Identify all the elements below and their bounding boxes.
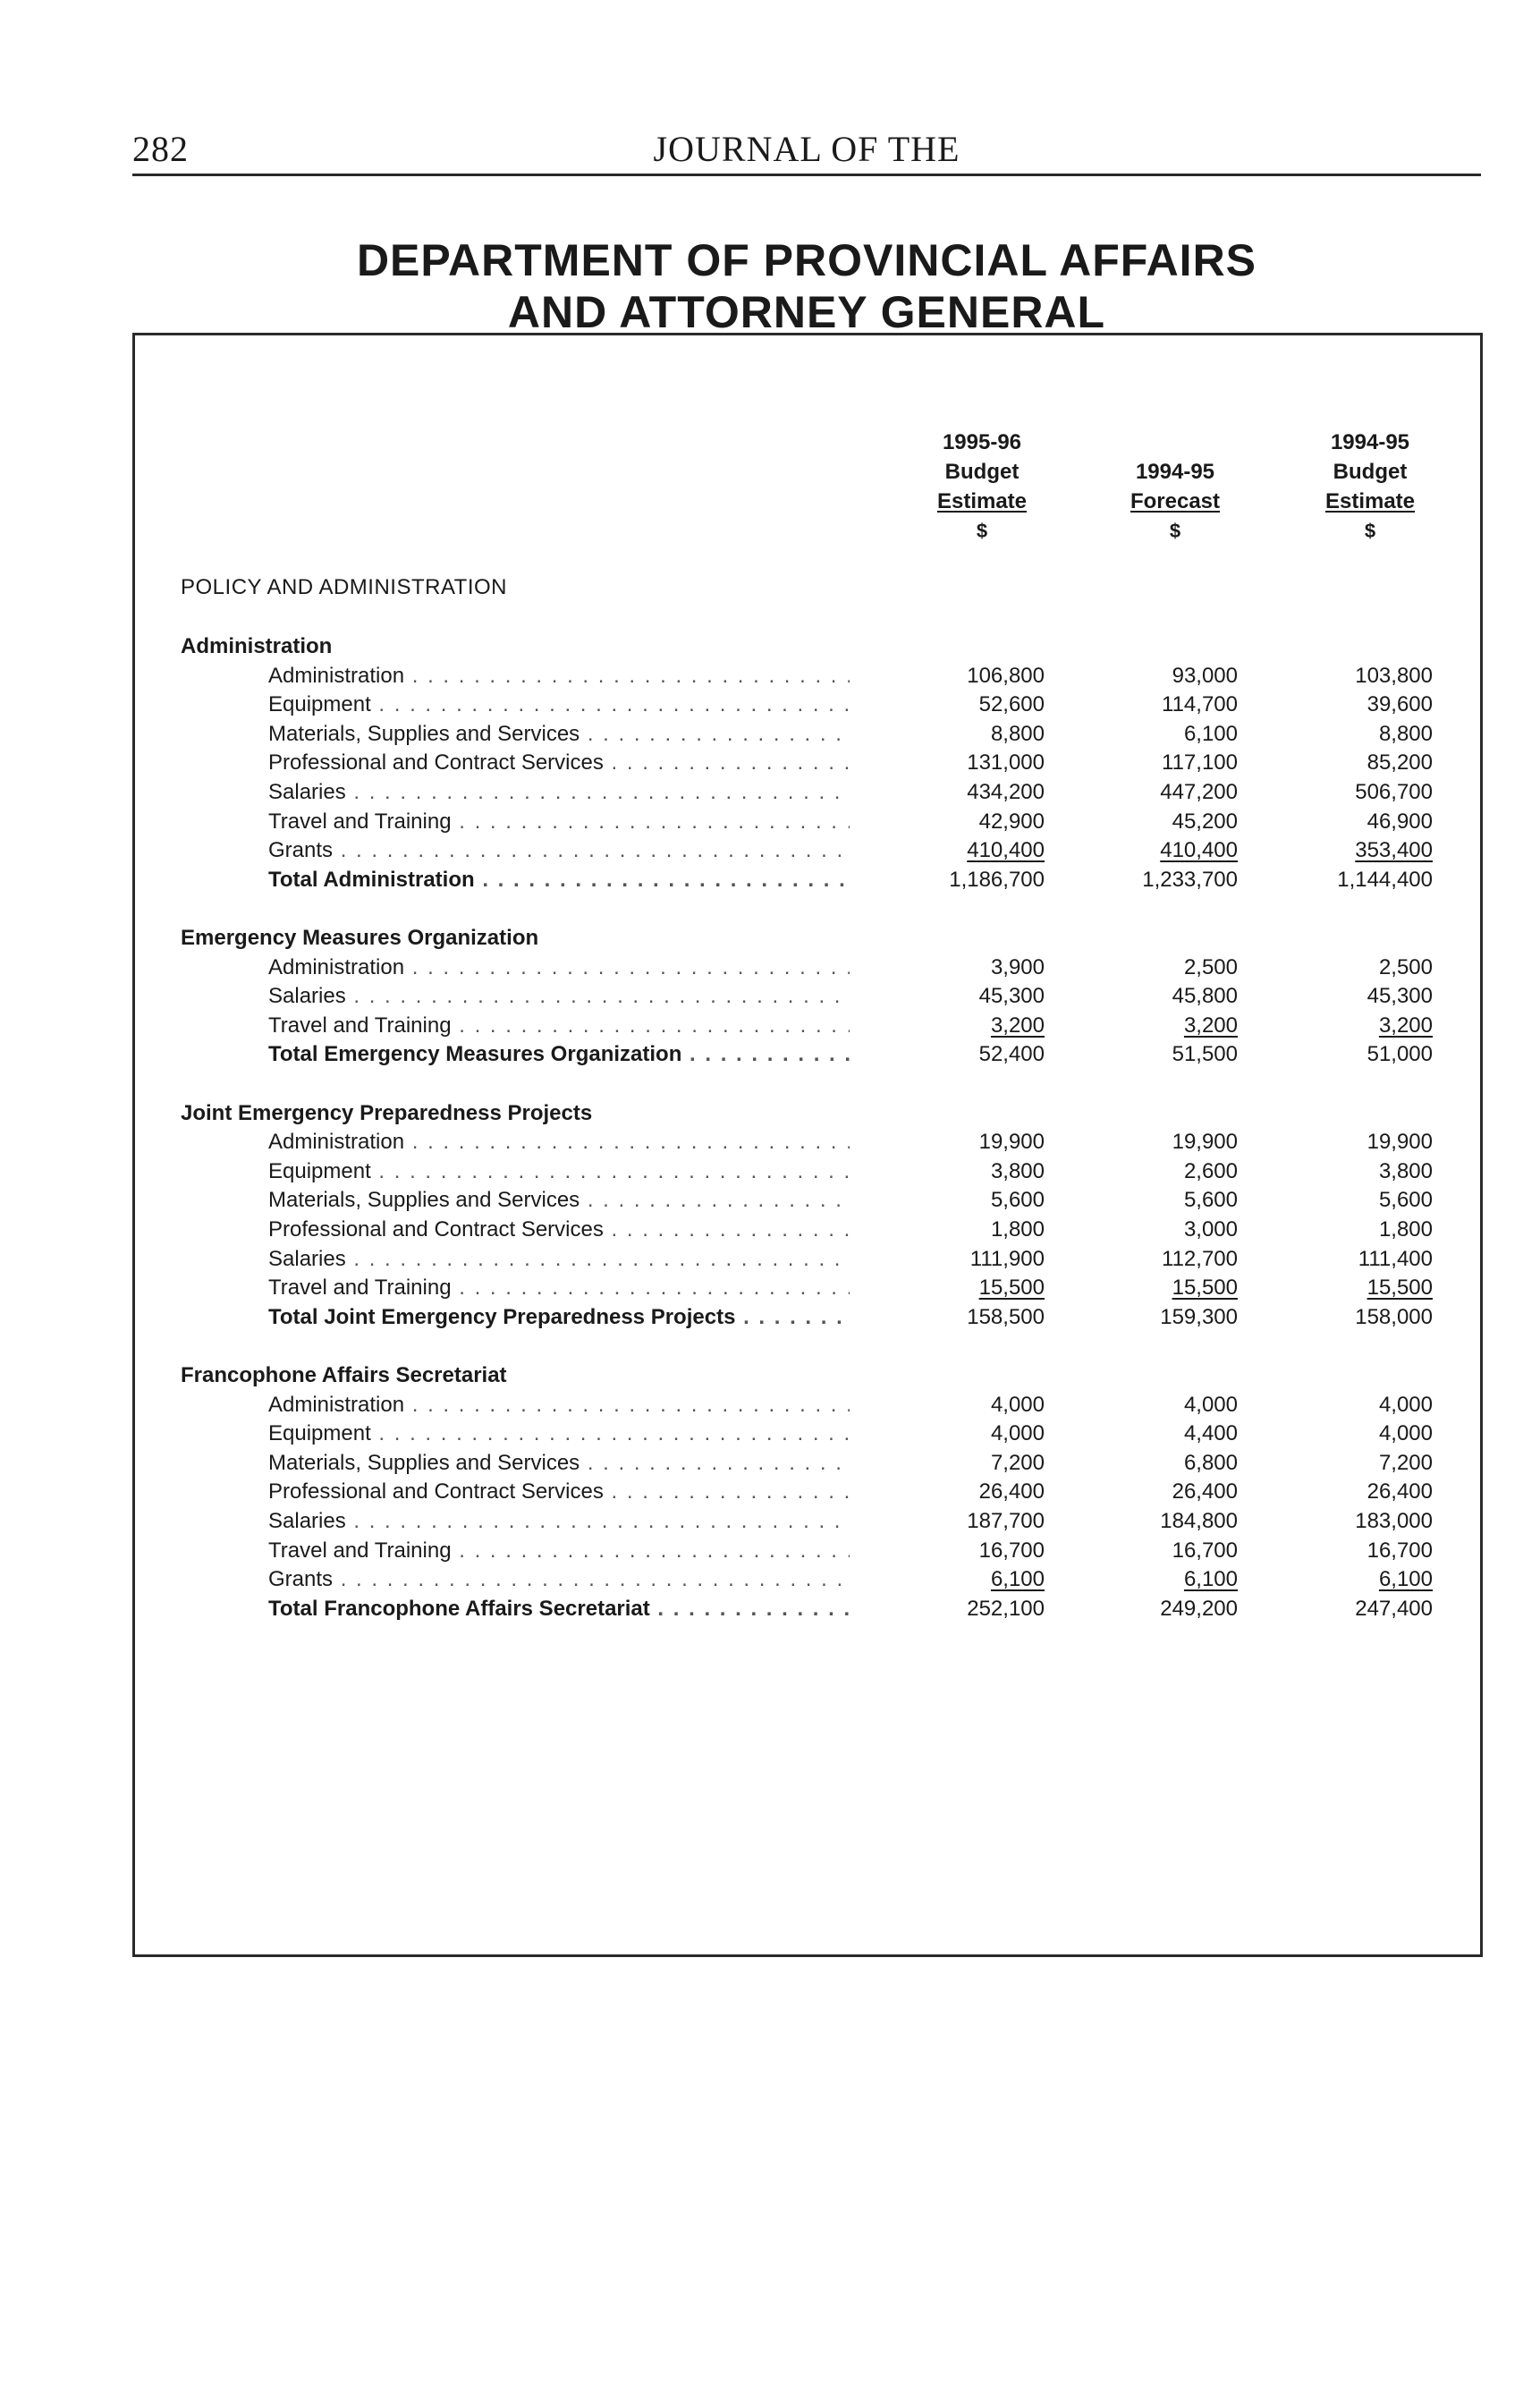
amount-cell: [1281, 1244, 1433, 1274]
amount-value: 410,400: [1160, 838, 1238, 863]
amount-cell: [893, 1564, 1045, 1594]
amount-value: 111,400: [1358, 1246, 1433, 1271]
table-row: [0, 1185, 1540, 1215]
total-amount-cell: [893, 1039, 1045, 1069]
amount-value: 7,200: [1378, 1450, 1433, 1475]
amount-value: 5,600: [1183, 1188, 1238, 1213]
column-header-year: 1994-95: [1330, 430, 1410, 454]
amount-value: 3,200: [1183, 1013, 1238, 1038]
amount-value: 1,800: [990, 1217, 1045, 1242]
amount-value: 6,100: [1183, 721, 1238, 746]
amount-value: 16,700: [1172, 1538, 1238, 1563]
amount-cell: [1086, 1390, 1238, 1420]
amount-value: 42,900: [978, 809, 1045, 834]
amount-cell: [1086, 1011, 1238, 1040]
amount-cell: [1086, 1477, 1238, 1506]
amount-cell: [893, 953, 1045, 982]
table-row: [0, 748, 1540, 777]
section-title: POLICY AND ADMINISTRATION: [181, 575, 508, 599]
amount-cell: [893, 1448, 1045, 1478]
amount-cell: [893, 1536, 1045, 1565]
table-row: [0, 1011, 1540, 1040]
column-header-line2: Budget: [1333, 460, 1408, 484]
amount-value: 410,400: [967, 838, 1045, 863]
table-row: [0, 1448, 1540, 1478]
amount-value: 131,000: [967, 750, 1045, 775]
amount-cell: [1281, 835, 1433, 865]
amount-cell: [893, 748, 1045, 777]
total-amount-value: 159,300: [1160, 1304, 1238, 1329]
amount-cell: [1281, 690, 1433, 719]
line-item-label: Salaries . . .: [268, 1244, 850, 1274]
line-item-label: Grants . . .: [268, 1564, 850, 1594]
amount-value: 45,300: [978, 984, 1045, 1009]
total-amount-cell: [893, 1594, 1045, 1623]
amount-value: 16,700: [1367, 1538, 1433, 1563]
amount-cell: [1086, 1185, 1238, 1215]
amount-value: 5,600: [1378, 1188, 1433, 1213]
table-row: [0, 1244, 1540, 1274]
column-header-line3: Estimate: [1324, 489, 1416, 513]
total-amount-value: 1,233,700: [1142, 867, 1238, 892]
amount-value: 8,800: [990, 721, 1045, 746]
total-amount-cell: [1281, 1302, 1433, 1332]
table-row: [0, 1564, 1540, 1594]
total-amount-value: 51,500: [1172, 1042, 1238, 1067]
total-amount-value: 1,144,400: [1337, 867, 1433, 892]
department-title-line-1: DEPARTMENT OF PROVINCIAL AFFAIRS: [356, 235, 1257, 285]
amount-value: 106,800: [967, 663, 1045, 688]
line-item-label: Materials, Supplies and Services . . .: [268, 1185, 850, 1215]
group-title: Joint Emergency Preparedness Projects: [181, 1100, 593, 1125]
amount-cell: [1086, 690, 1238, 719]
total-amount-value: 158,500: [967, 1304, 1045, 1329]
amount-cell: [1086, 1157, 1238, 1186]
amount-cell: [893, 1419, 1045, 1448]
amount-cell: [1086, 719, 1238, 749]
amount-cell: [893, 1506, 1045, 1536]
amount-cell: [1086, 1419, 1238, 1448]
amount-value: 3,200: [1378, 1013, 1433, 1038]
total-amount-cell: [1086, 1302, 1238, 1332]
amount-cell: [893, 807, 1045, 836]
amount-value: 52,600: [978, 692, 1045, 717]
amount-cell: [1086, 1215, 1238, 1244]
amount-value: 45,200: [1172, 809, 1238, 834]
amount-cell: [1086, 1448, 1238, 1478]
amount-value: 4,000: [1183, 1392, 1238, 1417]
table-row: [0, 1390, 1540, 1420]
amount-cell: [1086, 807, 1238, 836]
amount-cell: [1281, 1506, 1433, 1536]
amount-cell: [893, 1244, 1045, 1274]
amount-cell: [1281, 1127, 1433, 1157]
amount-value: 45,800: [1172, 984, 1238, 1009]
line-item-label: Salaries . . .: [268, 777, 850, 807]
amount-cell: [893, 1273, 1045, 1302]
column-header-line2: Budget: [944, 460, 1020, 484]
amount-value: 7,200: [990, 1450, 1045, 1475]
column-header-line2: 1994-95: [1135, 460, 1215, 484]
line-item-label: Salaries . . .: [268, 1506, 850, 1536]
total-amount-cell: [1281, 1594, 1433, 1623]
amount-cell: [1281, 719, 1433, 749]
amount-cell: [893, 1011, 1045, 1040]
total-amount-value: 247,400: [1355, 1596, 1433, 1621]
table-row: [0, 1273, 1540, 1302]
table-row: [0, 835, 1540, 865]
table-row: [0, 1506, 1540, 1536]
amount-cell: [1086, 953, 1238, 982]
amount-cell: [1086, 748, 1238, 777]
amount-cell: [1281, 1564, 1433, 1594]
amount-value: 184,800: [1160, 1509, 1238, 1533]
line-item-label: Travel and Training . . .: [268, 1011, 850, 1040]
amount-cell: [1281, 748, 1433, 777]
amount-cell: [1086, 1564, 1238, 1594]
amount-cell: [893, 661, 1045, 691]
amount-cell: [893, 835, 1045, 865]
group-title: Francophone Affairs Secretariat: [181, 1363, 507, 1387]
amount-cell: [893, 1157, 1045, 1186]
line-item-label: Administration . . .: [268, 1127, 850, 1157]
total-amount-value: 249,200: [1160, 1596, 1238, 1621]
amount-value: 85,200: [1367, 750, 1433, 775]
table-row: [0, 661, 1540, 691]
amount-cell: [1086, 777, 1238, 807]
total-label: Total Emergency Measures Organization . . .: [268, 1039, 850, 1069]
amount-value: 506,700: [1355, 780, 1433, 804]
amount-value: 6,100: [1378, 1567, 1433, 1592]
table-row: [0, 1215, 1540, 1244]
amount-cell: [1281, 1419, 1433, 1448]
amount-cell: [1086, 1536, 1238, 1565]
department-title-line-2: AND ATTORNEY GENERAL: [507, 287, 1106, 337]
column-header-line3: Estimate: [936, 489, 1028, 513]
amount-cell: [893, 1185, 1045, 1215]
total-row: [0, 1039, 1540, 1069]
table-row: [0, 807, 1540, 836]
line-item-label: Grants . . .: [268, 835, 850, 865]
amount-value: 2,600: [1183, 1158, 1238, 1183]
amount-cell: [1281, 953, 1433, 982]
table-row: [0, 1127, 1540, 1157]
amount-value: 111,900: [969, 1246, 1045, 1271]
amount-value: 4,000: [1378, 1392, 1433, 1417]
total-amount-value: 51,000: [1367, 1042, 1433, 1067]
table-row: [0, 690, 1540, 719]
column-header-1995-96-budget-estimate: [893, 428, 1071, 546]
amount-cell: [1281, 981, 1433, 1011]
line-item-label: Professional and Contract Services . . .: [268, 1215, 850, 1244]
amount-value: 8,800: [1378, 721, 1433, 746]
amount-value: 187,700: [967, 1509, 1045, 1533]
line-item-label: Administration . . .: [268, 953, 850, 982]
currency-symbol: $: [976, 520, 988, 542]
table-row: [0, 981, 1540, 1011]
line-item-label: Salaries . . .: [268, 981, 850, 1011]
currency-symbol: $: [1364, 520, 1376, 542]
column-header-line3: Forecast: [1130, 489, 1221, 513]
amount-value: 26,400: [1367, 1479, 1433, 1504]
amount-cell: [1281, 1185, 1433, 1215]
group-title: Emergency Measures Organization: [181, 926, 539, 950]
total-label: Total Joint Emergency Preparedness Projects . . .: [268, 1302, 850, 1332]
amount-value: 3,200: [990, 1013, 1045, 1038]
amount-value: 93,000: [1172, 663, 1238, 688]
line-item-label: Professional and Contract Services . . .: [268, 748, 850, 777]
table-row: [0, 1157, 1540, 1186]
total-label: Total Administration . . .: [268, 865, 850, 894]
line-item-label: Equipment . . .: [268, 1157, 850, 1186]
amount-value: 39,600: [1367, 692, 1433, 717]
group-header-row: [0, 631, 1540, 661]
line-item-label: Equipment . . .: [268, 1419, 850, 1448]
amount-cell: [1086, 981, 1238, 1011]
amount-cell: [893, 1477, 1045, 1506]
amount-value: 4,000: [990, 1392, 1045, 1417]
line-item-label: Travel and Training . . .: [268, 1273, 850, 1302]
amount-cell: [893, 981, 1045, 1011]
amount-cell: [1086, 1244, 1238, 1274]
total-amount-cell: [893, 1302, 1045, 1332]
amount-value: 4,000: [990, 1421, 1045, 1446]
table-row: [0, 953, 1540, 982]
column-header-year: [1086, 428, 1265, 457]
amount-value: 3,800: [1378, 1158, 1433, 1183]
amount-value: 26,400: [1172, 1479, 1238, 1504]
amount-value: 353,400: [1355, 838, 1433, 863]
line-item-label: Materials, Supplies and Services . . .: [268, 719, 850, 749]
amount-value: 2,500: [1378, 954, 1433, 979]
amount-cell: [1086, 1127, 1238, 1157]
amount-cell: [1281, 1390, 1433, 1420]
total-amount-cell: [1281, 865, 1433, 894]
amount-cell: [1281, 1215, 1433, 1244]
page-header: [132, 127, 1481, 176]
amount-cell: [1086, 661, 1238, 691]
amount-cell: [893, 1215, 1045, 1244]
currency-symbol: $: [1169, 520, 1181, 542]
page-number: 282: [132, 129, 189, 169]
amount-cell: [1086, 835, 1238, 865]
total-amount-value: 252,100: [967, 1596, 1045, 1621]
amount-cell: [1281, 777, 1433, 807]
total-amount-cell: [1086, 1039, 1238, 1069]
amount-cell: [1281, 1477, 1433, 1506]
total-amount-cell: [1086, 1594, 1238, 1623]
column-header-1994-95-forecast: [1086, 428, 1265, 546]
amount-value: 19,900: [1172, 1130, 1238, 1155]
amount-value: 103,800: [1355, 663, 1433, 688]
amount-value: 1,800: [1378, 1217, 1433, 1242]
amount-value: 3,900: [990, 954, 1045, 979]
amount-value: 112,700: [1162, 1246, 1238, 1271]
amount-value: 3,800: [990, 1158, 1045, 1183]
amount-cell: [1086, 1506, 1238, 1536]
column-header-1994-95-budget-estimate: [1281, 428, 1460, 546]
amount-value: 16,700: [978, 1538, 1045, 1563]
amount-cell: [893, 1390, 1045, 1420]
amount-value: 46,900: [1367, 809, 1433, 834]
amount-value: 15,500: [978, 1276, 1045, 1301]
amount-value: 3,000: [1183, 1217, 1238, 1242]
group-title: Administration: [181, 634, 333, 658]
line-item-label: Materials, Supplies and Services . . .: [268, 1448, 850, 1478]
amount-cell: [893, 1127, 1045, 1157]
amount-cell: [893, 690, 1045, 719]
total-row: [0, 1594, 1540, 1623]
amount-value: 6,100: [1183, 1567, 1238, 1592]
amount-cell: [1281, 807, 1433, 836]
amount-value: 6,100: [990, 1567, 1045, 1592]
total-label: Total Francophone Affairs Secretariat . . .: [268, 1594, 850, 1623]
amount-value: 19,900: [1367, 1130, 1433, 1155]
amount-value: 2,500: [1183, 954, 1238, 979]
amount-value: 434,200: [967, 780, 1045, 804]
total-amount-cell: [1281, 1039, 1433, 1069]
amount-value: 114,700: [1162, 692, 1238, 717]
amount-value: 4,400: [1183, 1421, 1238, 1446]
total-row: [0, 865, 1540, 894]
amount-cell: [1281, 661, 1433, 691]
amount-cell: [1281, 1273, 1433, 1302]
total-amount-value: 52,400: [978, 1042, 1045, 1067]
department-title: [132, 234, 1481, 338]
amount-cell: [893, 777, 1045, 807]
group-header-row: [0, 923, 1540, 953]
amount-value: 183,000: [1355, 1509, 1433, 1533]
amount-value: 15,500: [1172, 1276, 1238, 1301]
amount-value: 19,900: [978, 1130, 1045, 1155]
amount-value: 447,200: [1160, 780, 1238, 804]
amount-value: 6,800: [1183, 1450, 1238, 1475]
amount-cell: [1281, 1011, 1433, 1040]
total-amount-cell: [1086, 865, 1238, 894]
amount-value: 15,500: [1367, 1276, 1433, 1301]
total-row: [0, 1302, 1540, 1332]
total-amount-value: 1,186,700: [949, 867, 1045, 892]
amount-value: 5,600: [990, 1188, 1045, 1213]
table-row: [0, 1477, 1540, 1506]
total-amount-cell: [893, 865, 1045, 894]
total-amount-value: 158,000: [1355, 1304, 1433, 1329]
group-header-row: [0, 1098, 1540, 1128]
amount-value: 45,300: [1367, 984, 1433, 1009]
amount-value: 26,400: [978, 1479, 1045, 1504]
table-row: [0, 777, 1540, 807]
column-header-year: 1995-96: [942, 430, 1022, 454]
line-item-label: Travel and Training . . .: [268, 807, 850, 836]
amount-cell: [1281, 1448, 1433, 1478]
amount-cell: [1281, 1536, 1433, 1565]
group-header-row: [0, 1360, 1540, 1390]
line-item-label: Travel and Training . . .: [268, 1536, 850, 1565]
journal-title: JOURNAL OF THE: [653, 129, 960, 169]
table-row: [0, 1419, 1540, 1448]
line-item-label: Administration . . .: [268, 1390, 850, 1420]
table-row: [0, 1536, 1540, 1565]
amount-cell: [1281, 1157, 1433, 1186]
table-row: [0, 719, 1540, 749]
line-item-label: Administration . . .: [268, 661, 850, 691]
amount-cell: [1086, 1273, 1238, 1302]
amount-cell: [893, 719, 1045, 749]
line-item-label: Equipment . . .: [268, 690, 850, 719]
amount-value: 4,000: [1378, 1421, 1433, 1446]
amount-value: 117,100: [1162, 750, 1238, 775]
line-item-label: Professional and Contract Services . . .: [268, 1477, 850, 1506]
